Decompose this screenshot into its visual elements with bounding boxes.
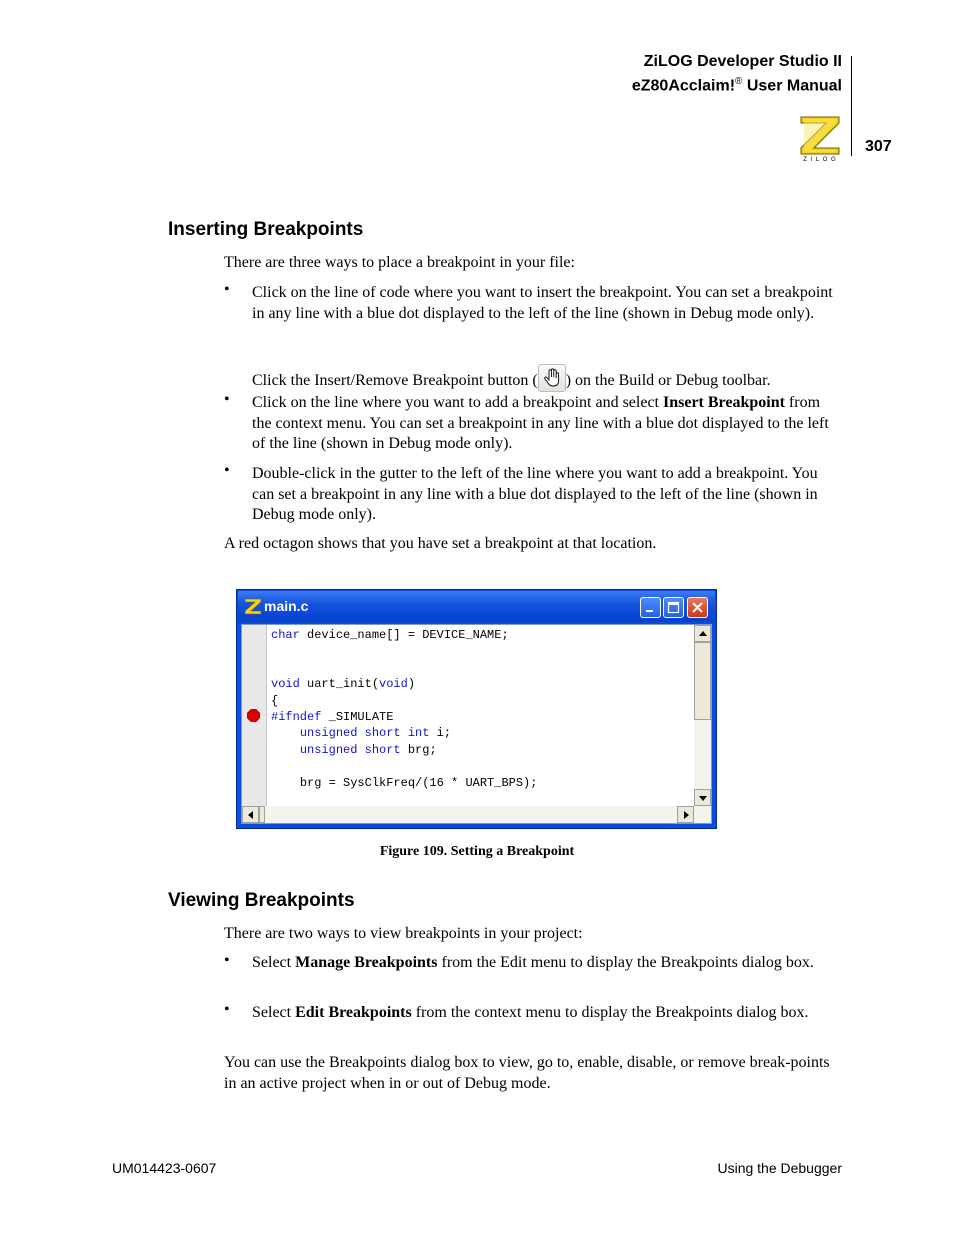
arrow-down-icon — [699, 794, 707, 802]
section2-item1 — [252, 953, 842, 974]
arrow-left-icon — [247, 811, 255, 819]
scroll-right-button[interactable] — [677, 806, 694, 823]
minimize-icon — [644, 601, 657, 614]
section1-outro: A red octagon shows that you have set a breakpoint at that location. — [224, 535, 657, 552]
scroll-left-button[interactable] — [242, 806, 259, 823]
manage-breakpoints-term: Manage Breakpoints — [295, 954, 438, 971]
header-manual-name: eZ80Acclaim! — [631, 77, 736, 95]
item1b-text-after: ) on the Build or Debug toolbar. — [565, 372, 771, 389]
section2-outro: You can use the Breakpoints dialog box to view, go to, enable, disable, or remove break-points in an active project when in or out of Debug mode. — [224, 1054, 830, 1092]
horizontal-scrollbar[interactable] — [242, 806, 711, 823]
arrow-right-icon — [682, 811, 690, 819]
item1b-text-before: Click the Insert/Remove Breakpoint button ( — [252, 372, 538, 389]
code-text: _SIMULATE — [321, 710, 394, 725]
window-titlebar[interactable] — [238, 591, 715, 622]
item-text-after: from the context menu to display the Breakpoints dialog box. — [411, 1004, 809, 1021]
header-product: ZiLOG Developer Studio II — [643, 53, 842, 70]
close-button[interactable] — [687, 597, 708, 618]
document-number: UM014423-0607 — [112, 1160, 217, 1176]
item-text-before: Select — [252, 954, 296, 971]
section1-item3: Double-click in the gutter to the left of the line where you want to add a breakpoint. You can set a breakpoint in any line with a blue dot displayed to the left of the line (shown in Debug mode only). — [252, 465, 818, 523]
code-text: ) — [407, 677, 416, 692]
code-text: brg = SysClkFreq/(16 * UART_BPS); — [299, 775, 538, 790]
maximize-button[interactable] — [663, 597, 684, 618]
code-editor-window — [236, 589, 717, 829]
bullet: • — [224, 952, 230, 969]
code-text: uart_init( — [299, 677, 380, 692]
section-heading-inserting: Inserting Breakpoints — [168, 219, 364, 240]
section1-item1b — [252, 364, 842, 392]
header-rule — [851, 56, 852, 156]
item2-text-before: Click on the line where you want to add a breakpoint and select — [252, 394, 663, 411]
insert-breakpoint-term: Insert Breakpoint — [662, 394, 785, 411]
running-header — [632, 52, 842, 96]
minimize-button[interactable] — [640, 597, 661, 618]
logo-text: Z I L O G — [803, 157, 837, 162]
scroll-up-button[interactable] — [694, 625, 711, 642]
code-text: device_name[] = DEVICE_NAME; — [299, 628, 509, 642]
horizontal-scroll-thumb[interactable] — [259, 806, 265, 823]
item2-text-after: from the context menu. You can set a breakpoint in any line with a blue dot displayed to the left of the line (shown in Debug mode only). — [252, 394, 829, 452]
scroll-down-button[interactable] — [694, 789, 711, 806]
page-number: 307 — [865, 138, 892, 155]
code-keyword: unsigned short — [299, 742, 401, 757]
vertical-scrollbar[interactable] — [694, 625, 711, 806]
insert-remove-breakpoint-button[interactable] — [538, 364, 566, 392]
maximize-icon — [667, 601, 680, 614]
breakpoint-octagon-icon[interactable] — [247, 709, 260, 722]
section1-intro: There are three ways to place a breakpoint in your file: — [224, 254, 575, 271]
item-text-before: Select — [252, 1004, 296, 1021]
window-title: main.c — [264, 598, 309, 614]
code-text: { — [271, 693, 279, 708]
figure-caption: Figure 109. Setting a Breakpoint — [379, 844, 575, 859]
code-keyword: char — [271, 628, 300, 642]
bullet: • — [224, 391, 230, 408]
edit-breakpoints-term: Edit Breakpoints — [295, 1004, 412, 1021]
code-keyword: void — [379, 677, 408, 692]
section2-item2 — [252, 1003, 842, 1024]
arrow-up-icon — [699, 630, 707, 638]
zilog-z-icon — [244, 597, 262, 615]
section2-intro: There are two ways to view breakpoints in your project: — [224, 925, 583, 942]
code-text: i; — [429, 726, 452, 741]
code-text: brg; — [400, 742, 437, 757]
zilog-logo-icon — [796, 112, 844, 162]
section1-item2 — [252, 393, 842, 455]
close-icon — [691, 601, 704, 614]
source-code — [271, 627, 537, 791]
bullet: • — [224, 1001, 230, 1018]
header-manual — [632, 72, 842, 96]
vertical-scroll-thumb[interactable] — [694, 642, 711, 720]
code-keyword: #ifndef — [271, 710, 322, 725]
item-text-after: from the Edit menu to display the Breakpoints dialog box. — [437, 954, 814, 971]
code-keyword: void — [271, 677, 300, 692]
section1-item1: Click on the line of code where you want to insert the breakpoint. You can set a breakpoint in any line with a blue dot displayed to the left of the line (shown in Debug mode only). — [252, 284, 833, 322]
code-area[interactable] — [241, 624, 712, 824]
code-keyword: unsigned short int — [299, 726, 430, 741]
hand-icon — [543, 368, 561, 388]
bullet: • — [224, 281, 230, 298]
header-manual-suffix: User Manual — [742, 77, 842, 95]
section-heading-viewing: Viewing Breakpoints — [168, 890, 355, 911]
registered-mark: ® — [735, 76, 743, 87]
bullet: • — [224, 462, 230, 479]
chapter-name: Using the Debugger — [717, 1160, 842, 1176]
